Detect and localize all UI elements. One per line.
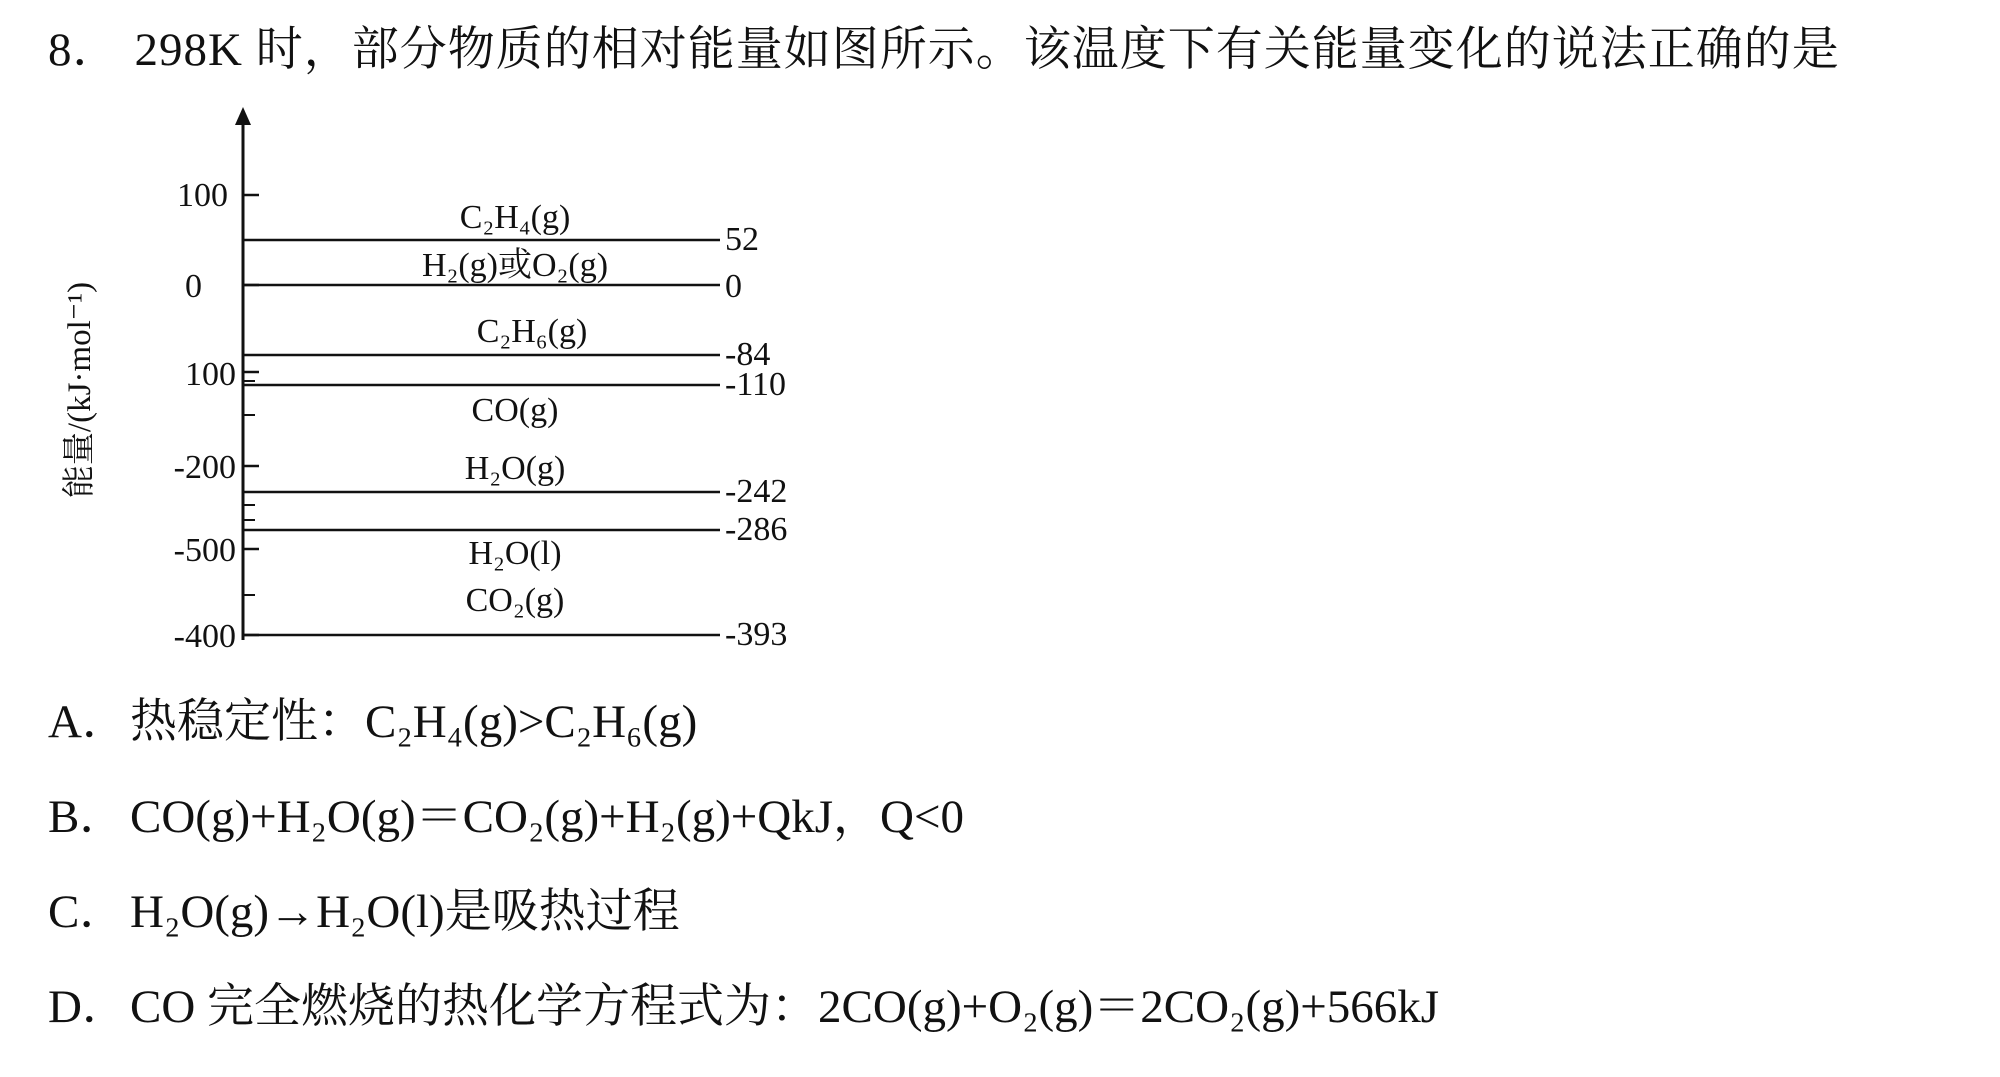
energy-diagram-svg xyxy=(40,105,860,665)
energy-level-diagram xyxy=(40,105,860,665)
option-letter: A． xyxy=(48,696,129,748)
level-value-label: 52 xyxy=(725,221,759,258)
level-value-label: -110 xyxy=(725,366,787,403)
tick-label: -400 xyxy=(173,618,236,655)
option-letter: B． xyxy=(48,791,127,843)
level-value-label: -242 xyxy=(725,473,788,510)
option-text: CO(g)+H₂O(g)＝CO₂(g)+H₂(g)+QkJ，Q<0 xyxy=(130,791,964,843)
level-species-label: H₂O(l) xyxy=(468,535,562,572)
question-text: 298K 时，部分物质的相对能量如图所示。该温度下有关能量变化的说法正确的是 xyxy=(134,24,1840,76)
level-species-label: C₂H₆(g) xyxy=(476,313,588,350)
tick-label: -500 xyxy=(173,532,236,569)
option-letter: C． xyxy=(48,886,127,938)
level-value-label: -84 xyxy=(725,336,771,373)
tick-label: -200 xyxy=(173,449,236,486)
question-number: 8． xyxy=(48,24,121,76)
y-axis-label: 能量/(kJ·mol⁻¹) xyxy=(62,281,98,499)
tick-label: 100 xyxy=(185,356,236,393)
option-d[interactable] xyxy=(48,975,1439,1039)
level-species-label: CO(g) xyxy=(471,392,559,429)
level-value-label: -286 xyxy=(725,511,788,548)
level-species-label: H₂(g)或O₂(g) xyxy=(421,247,609,284)
tick-label: 100 xyxy=(177,177,228,214)
level-species-label: C₂H₄(g) xyxy=(459,199,571,236)
option-a[interactable] xyxy=(48,690,697,754)
tick-label: 0 xyxy=(185,268,202,305)
level-species-label: H₂O(g) xyxy=(464,450,566,487)
option-text: H₂O(g)→H₂O(l)是吸热过程 xyxy=(130,886,680,938)
option-letter: D． xyxy=(48,981,129,1033)
question-stem xyxy=(48,18,1840,82)
level-value-label: -393 xyxy=(725,616,788,653)
option-text: CO 完全燃烧的热化学方程式为：2CO(g)+O₂(g)＝2CO₂(g)+566kJ xyxy=(130,981,1440,1033)
option-b[interactable] xyxy=(48,785,964,849)
level-value-label: 0 xyxy=(725,268,742,305)
level-species-label: CO₂(g) xyxy=(465,582,565,619)
y-axis-arrow xyxy=(235,107,251,125)
option-text: 热稳定性：C₂H₄(g)>C₂H₆(g) xyxy=(130,696,698,748)
option-c[interactable] xyxy=(48,880,680,944)
